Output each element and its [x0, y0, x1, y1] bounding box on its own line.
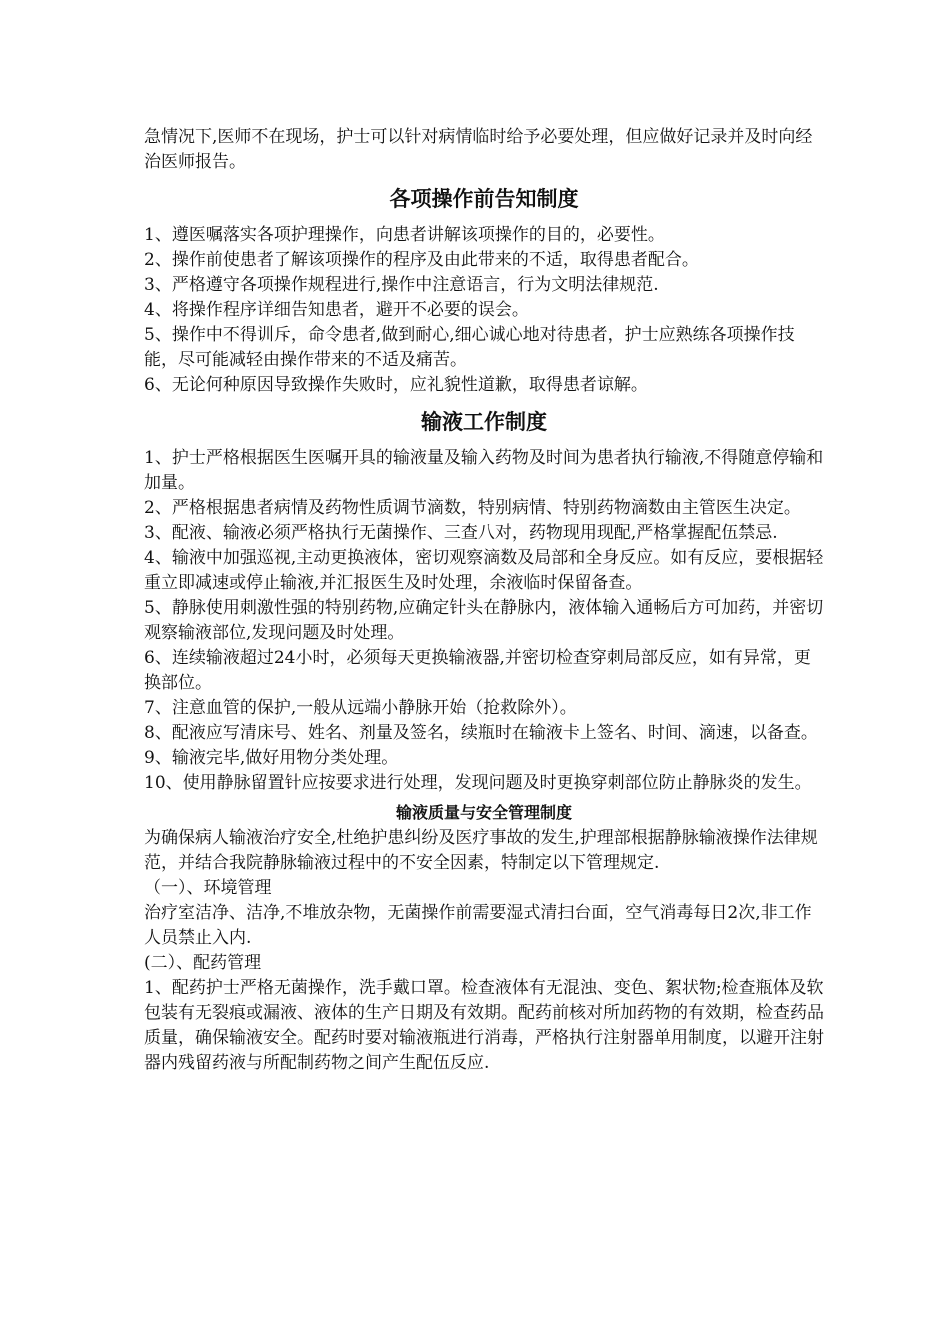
list-item: 6、连续输液超过24小时，必须每天更换输液器,并密切检查穿刺局部反应，如有异常，更换部位。	[144, 648, 811, 693]
section-title-notification: 各项操作前告知制度	[389, 187, 579, 211]
list-item: 2、严格根据患者病情及药物性质调节滴数，特别病情、特别药物滴数由主管医生决定。	[144, 498, 801, 518]
document-body	[144, 125, 824, 1076]
list-item: 9、输液完毕,做好用物分类处理。	[144, 748, 399, 768]
list-item: 3、配液、输液必须严格执行无菌操作、三查八对，药物现用现配,严格掌握配伍禁忌.	[144, 523, 778, 543]
list-item: 7、注意血管的保护,一般从远端小静脉开始（抢救除外）。	[144, 698, 577, 718]
list-item: 5、操作中不得训斥，命令患者,做到耐心,细心诚心地对待患者，护士应熟练各项操作技能，尽可能减轻由操作带来的不适及痛苦。	[144, 325, 795, 370]
subsection-title-environment: （一）、环境管理	[144, 878, 272, 898]
list-item: 4、将操作程序详细告知患者，避开不必要的误会。	[144, 300, 529, 320]
subsection-title-dispensing: (二）、配药管理	[144, 953, 262, 973]
section-title-infusion: 输液工作制度	[421, 410, 547, 434]
list-item: 8、配液应写清床号、姓名、剂量及签名，续瓶时在输液卡上签名、时间、滴速，以备查。	[144, 723, 818, 743]
list-item: 5、静脉使用刺激性强的特别药物,应确定针头在静脉内，液体输入通畅后方可加药，并密切观察输液部位,发现问题及时处理。	[144, 598, 824, 643]
list-item: 4、输液中加强巡视,主动更换液体，密切观察滴数及局部和全身反应。如有反应，要根据轻重立即减速或停止输液,并汇报医生及时处理，余液临时保留备查。	[144, 548, 824, 593]
list-item: 3、严格遵守各项操作规程进行,操作中注意语言，行为文明法律规范.	[144, 275, 659, 295]
list-item: 6、无论何种原因导致操作失败时，应礼貌性道歉，取得患者谅解。	[144, 375, 648, 395]
section-title-quality-safety: 输液质量与安全管理制度	[395, 803, 572, 822]
list-item: 10、使用静脉留置针应按要求进行处理，发现问题及时更换穿刺部位防止静脉炎的发生。	[144, 773, 812, 793]
list-item: 2、操作前使患者了解该项操作的程序及由此带来的不适，取得患者配合。	[144, 250, 699, 270]
intro-paragraph: 急情况下,医师不在现场，护士可以针对病情临时给予必要处理，但应做好记录并及时向经治医师报告。	[144, 127, 813, 172]
subsection-text-environment: 治疗室洁净、洁净,不堆放杂物，无菌操作前需要湿式清扫台面，空气消毒每日2次,非工作人员禁止入内.	[144, 903, 812, 948]
subsection-text-dispensing: 1、配药护士严格无菌操作，洗手戴口罩。检查液体有无混浊、变色、絮状物;检查瓶体及软包装有无裂痕或漏液、液体的生产日期及有效期。配药前核对所加药物的有效期，检查药品质量，确保输液安全。配药时要对输液瓶进行消毒，严格执行注射器单用制度，以避开注射器内残留药液与所配制药物之间产生配伍反应.	[144, 978, 824, 1073]
section-intro-paragraph: 为确保病人输液治疗安全,杜绝护患纠纷及医疗事故的发生,护理部根据静脉输液操作法律规范，并结合我院静脉输液过程中的不安全因素，特制定以下管理规定.	[144, 828, 818, 873]
list-item: 1、护士严格根据医生医嘱开具的输液量及输入药物及时间为患者执行输液,不得随意停输和加量。	[144, 448, 824, 493]
list-item: 1、遵医嘱落实各项护理操作，向患者讲解该项操作的目的，必要性。	[144, 225, 665, 245]
